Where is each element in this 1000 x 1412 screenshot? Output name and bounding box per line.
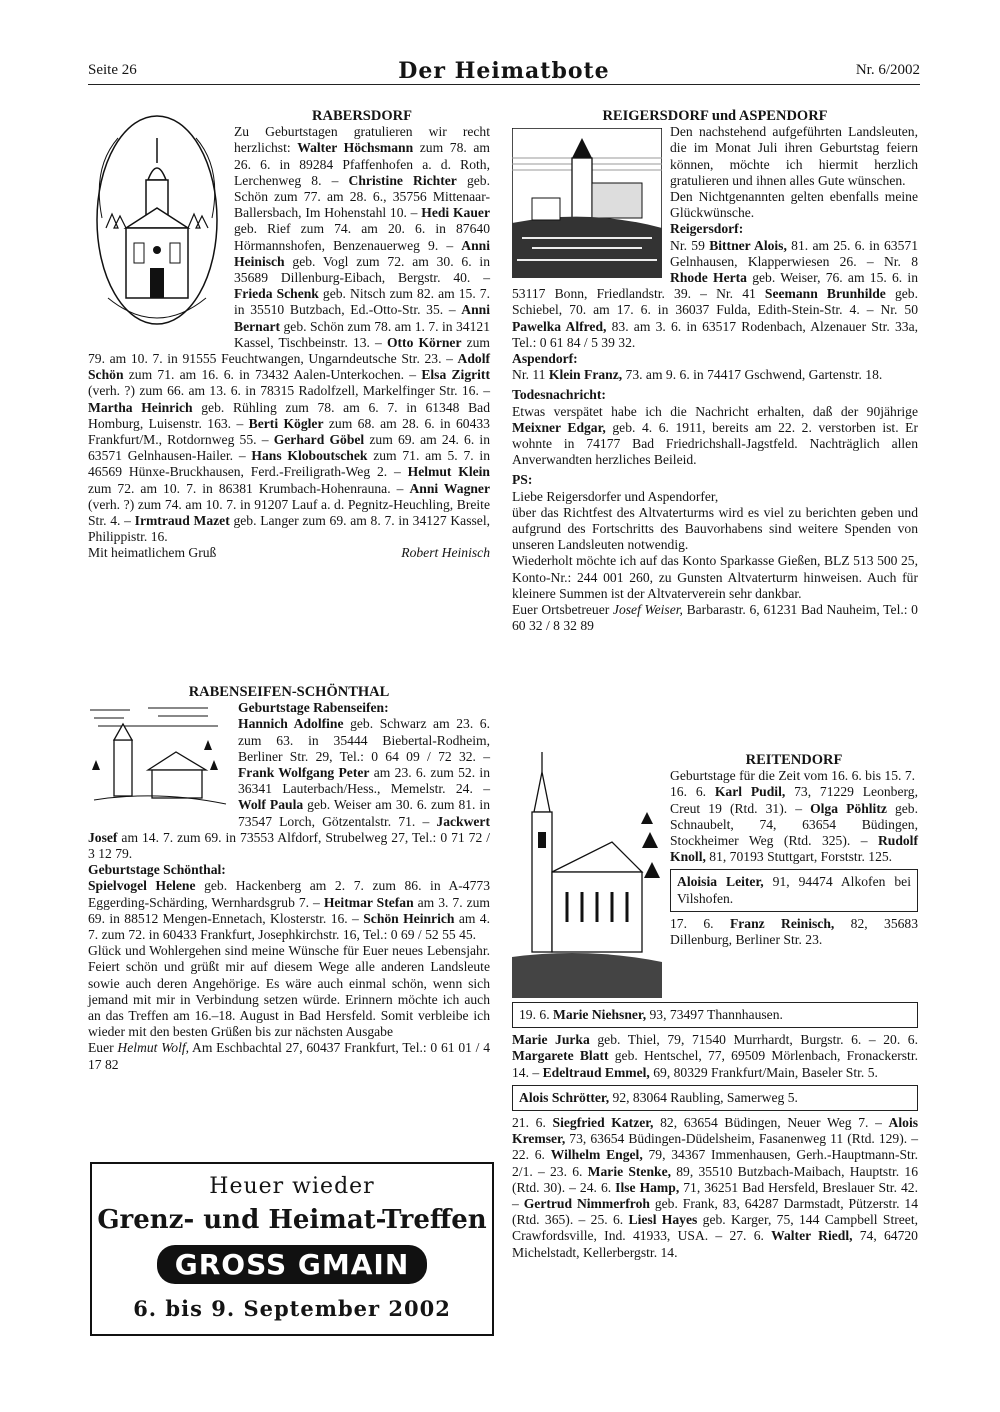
page-number: Seite 26: [88, 62, 137, 78]
highlight-box-schroetter: [512, 1085, 918, 1111]
advert-line2: Grenz- und Heimat-Treffen: [97, 1205, 487, 1235]
reitendorf-birthdays-1: 16. 6. Karl Pudil, 73, 71229 Leonberg, Creut 19 (Rtd. 31). – Olga Pöhlitz geb. Schnaubelt, 74, 63654 Büdingen, Stockheimer Weg (Rtd. 325). – Rudolf Knoll, 81, 70193 Stuttgart, Forststr. 125.: [670, 784, 918, 865]
rabenseifen-wishes: Glück und Wohlergehen sind meine Wünsche für Euer neues Lebensjahr. Feiert schön und grüßt mir auf diesem Wege alle anderen Landsleute sowie auch deren Angehörige. Es wäre auch einmal schön, wenn sich jemand mit mir in Verbindung setzen würde. Erinnern möchte ich auch an das Treffen am 16.–18. August in Bad Hersfeld. Somit verbleibe ich wieder mit den besten Grüßen bis zur nächsten Ausgabe: [88, 943, 490, 1040]
aspendorf-subheading: Aspendorf:: [512, 351, 578, 367]
reitendorf-birthdays-2: 17. 6. Franz Reinisch, 82, 35683 Dillenburg, Berliner Str. 23.: [670, 915, 919, 948]
rabersdorf-text: Zu Geburtstagen gratulieren wir recht herzlichst: Walter Höchsmann zum 78. am 26. 6. in 89284 Pfaffenhofen a. d. Roth, Lerchenweg 8. – Christine Richter geb. Schön zum 77. am 28. 6., 35756 Mittenaar-Ballersbach, Im Hohenstahl 10. – Hedi Kauer geb. Rief zum 74. am 20. 6. in 87640 Hörmannshofen, Benzenauerweg 9. – Anni Heinisch geb. Vogl zum 72. am 30. 6. in 35689 Dillenburg-Eibach, Bergstr. 40. – Frieda Schenk geb. Nitsch zum 82. am 15. 7. in 35510 Butzbach, Ed.-Otto-Str. 35. – Anni Bernart geb. Schön zum 78. am 1. 7. in 34121 Kassel, Tischbeinstr. 13. – Otto Körner zum 79. am 10. 7. in 91555 Feuchtwangen, Ungarndeutsche Str. 23. – Adolf Schön zum 71. am 16. 6. in 73432 Aalen-Unterkochen. – Elsa Zigritt (verh. ?) zum 66. am 13. 6. in 78315 Radolfzell, Markelfinger Str. 16. – Martha Heinrich geb. Rühling zum 78. am 6. 7. in 61348 Bad Homburg, Luisenstr. 163. – Berti Kögler zum 68. am 28. 6. in 60433 Frankfurt/M., Rotdornweg 55. – Gerhard Göbel zum 69. am 24. 6. in 63571 Gelnhausen-Hailer. – Hans Kloboutschek zum 71. am 5. 7. in 46569 Hünxe-Bruckhausen, Ferd.-Freiligrath-Weg 2. – Helmut Klein zum 72. am 10. 7. in 86381 Krumbach-Hohenrauna. – Anni Wagner (verh. ?) zum 74. am 10. 7. in 91207 Lauf a. d. Pegnitz-Heuchling, Breite Str. 4. – Irmtraud Mazet geb. Langer zum 69. am 8. 7. in 34127 Kassel, Philippistr. 16.: [88, 124, 491, 545]
reitendorf-section: [512, 752, 918, 1261]
rabersdorf-section: [88, 108, 490, 562]
rabenseifen-subheading: Geburtstage Rabenseifen:: [238, 700, 389, 716]
reitendorf-intro: Geburtstage für die Zeit vom 16. 6. bis 15. 7.: [670, 768, 916, 784]
ps-heading: PS:: [512, 472, 533, 488]
reitendorf-birthdays-3: Marie Jurka geb. Thiel, 79, 71540 Murrhardt, Burgstr. 6. – 20. 6. Margarete Blatt geb. Hentschel, 77, 69509 Mörlenbach, Fronackerstr. 14. – Edeltraud Emmel, 69, 80329 Frankfurt/Main, Baseler Str. 5.: [512, 1032, 918, 1080]
reigersdorf-church-illustration: [512, 128, 662, 278]
death-notice-text: Etwas verspätet habe ich die Nachricht erhalten, daß der 90jährige Meixner Edgar, geb. 4. 6. 1911, bereits am 22. 2. verstorben ist. Er wohnte in 74177 Bad Friedrichshall-Jagstfeld. Nachträglich allen Anverwandten herzliches Beileid.: [512, 403, 919, 468]
reitendorf-title: REITENDORF: [745, 752, 843, 768]
ps-text: über das Richtfest des Altvaterturms wird es viel zu berichten geben und aufgrund des Fortschritts des Bauvorhabens sind weitere Spenden von unseren Landsleuten notwendig.: [512, 504, 918, 553]
advert-line1: Heuer wieder: [209, 1174, 375, 1199]
advert-banner: GROSS GMAIN: [157, 1245, 428, 1284]
rabersdorf-signoff: [88, 545, 490, 561]
rabersdorf-chapel-illustration: [88, 108, 226, 340]
gross-gmain-advert: [90, 1162, 494, 1336]
rabersdorf-closing: Mit heimatlichem Gruß: [88, 545, 217, 561]
death-notice-heading: Todesnachricht:: [512, 387, 606, 403]
ps-greeting: Liebe Reigersdorfer und Aspendorfer,: [512, 488, 719, 504]
rabenseifen-signoff: Euer Helmut Wolf, Am Eschbachtal 27, 60437 Frankfurt, Tel.: 0 61 01 / 4 17 82: [88, 1040, 490, 1072]
rabersdorf-signature: Robert Heinisch: [401, 545, 490, 561]
reigersdorf-intro2: Den Nichtgenannten gelten ebenfalls meine Glückwünsche.: [670, 189, 918, 221]
page-header: [88, 60, 920, 84]
advert-dates: 6. bis 9. September 2002: [133, 1296, 451, 1321]
reitendorf-birthdays-4: 21. 6. Siegfried Katzer, 82, 63654 Büdingen, Neuer Weg 7. – Alois Kremser, 73, 63654 Büdingen-Düdelsheim, Fasanenweg 11 (Rtd. 129). – 22. 6. Wilhelm Engel, 79, 34367 Immenhausen, Gerh.-Hauptmann-Str. 2/1. – 23. 6. Marie Stenke, 89, 35510 Butzbach-Maibach, Hauptstr. 16 (Rtd. 30). – 24. 6. Ilse Hamp, 71, 36251 Bad Hersfeld, Breslauer Str. 42. – Gertrud Nimmerfroh geb. Frank, 83, 64287 Darmstadt, Pützerstr. 14 (Rtd. 365). – 25. 6. Liesl Hayes geb. Karger, 75, 144 Campbell Street, Crawfordsville, Ind. 41933, USA. – 27. 6. Walter Riedl, 74, 64720 Michelstadt, Kellerbergstr. 14.: [512, 1115, 919, 1260]
donation-account-text: Wiederholt möchte ich auf das Konto Sparkasse Gießen, BLZ 513 500 25, Konto-Nr.: 244 001 260, zu Gunsten Altvaterturm hinweisen. Auch für kleinere Summen ist der Altvaterverein sehr dankbar.: [512, 553, 918, 601]
highlight-box-niehsner: [512, 1002, 918, 1028]
highlight-box-leiter: [670, 869, 918, 911]
rabenseifen-title: RABENSEIFEN-SCHÖNTHAL: [188, 684, 390, 700]
schoenthal-subheading: Geburtstage Schönthal:: [88, 862, 226, 878]
reitendorf-church-illustration: [512, 752, 662, 998]
header-rule: [88, 84, 920, 85]
reigersdorf-subheading: Reigersdorf:: [670, 221, 744, 237]
rabenseifen-village-illustration: [88, 700, 230, 816]
masthead-title: Der Heimatbote: [398, 58, 610, 84]
aspendorf-birthdays: Nr. 11 Klein Franz, 73. am 9. 6. in 74417 Gschwend, Gartenstr. 18.: [512, 367, 883, 383]
rabenseifen-section: [88, 684, 490, 1073]
reigersdorf-intro: Den nachstehend aufgeführten Landsleuten, die im Monat Juli ihren Geburtstag feiern können, möchte ich hiermit herzlich gratulieren und ihnen alles Gute wünschen.: [670, 124, 918, 188]
issue-number: Nr. 6/2002: [855, 62, 920, 78]
box-niehsner-text: 19. 6. Marie Niehsner, 93, 73497 Thannhausen.: [519, 1007, 783, 1022]
rabenseifen-birthdays: Hannich Adolfine geb. Schwarz am 23. 6. zum 63. in 35444 Biebertal-Rodheim, Berliner Str. 29, Tel.: 0 64 09 / 72 32. – Frank Wolfgang Peter am 23. 6. zum 52. in 36341 Lauterbach/Hess., Memelstr. 24. – Wolf Paula geb. Weiser am 30. 6. zum 81. in 73547 Lorch, Götzentalstr. 71. – Jackwert Josef am 14. 7. zum 69. in 73553 Alfdorf, Strubelweg 27, Tel.: 0 71 72 / 3 12 79.: [88, 716, 491, 862]
reigersdorf-signoff: Euer Ortsbetreuer Josef Weiser, Barbarastr. 6, 61231 Bad Nauheim, Tel.: 0 60 32 / 8 32 89: [512, 602, 918, 634]
box-schroetter-text: Alois Schrötter, 92, 83064 Raubling, Samerweg 5.: [519, 1089, 798, 1105]
box-leiter-text: Aloisia Leiter, 91, 94474 Alkofen bei Vilshofen.: [677, 874, 911, 906]
rabersdorf-title: RABERSDORF: [312, 108, 412, 124]
reigersdorf-section: [512, 108, 918, 635]
reigersdorf-birthdays: Nr. 59 Bittner Alois, 81. am 25. 6. in 63571 Gelnhausen, Klapperwiesen 26. – Nr. 8 Rhode Herta geb. Weiser, 76. am 15. 6. in 53117 Bonn, Friedlandstr. 39. – Nr. 41 Seemann Brunhilde geb. Schiebel, 70. am 17. 6. in 36037 Fulda, Edith-Stein-Str. 4. – Nr. 50 Pawelka Alfred, 83. am 3. 6. in 63517 Rodenbach, Alzenauer Str. 33a, Tel.: 0 61 84 / 5 39 32.: [512, 237, 918, 350]
schoenthal-birthdays: Spielvogel Helene geb. Hackenberg am 2. 7. zum 86. in A-4773 Eggerding-Schärding, Wernhardsgrub 7. – Heitmar Stefan am 3. 7. zum 69. in 88512 Mengen-Ennetach, Klosterstr. 16. – Schön Heinrich am 4. 7. zum 72. in 60433 Frankfurt, Josephkirchstr. 16, Tel.: 0 69 / 52 55 45.: [88, 878, 490, 943]
reigersdorf-title: REIGERSDORF und ASPENDORF: [602, 108, 828, 124]
